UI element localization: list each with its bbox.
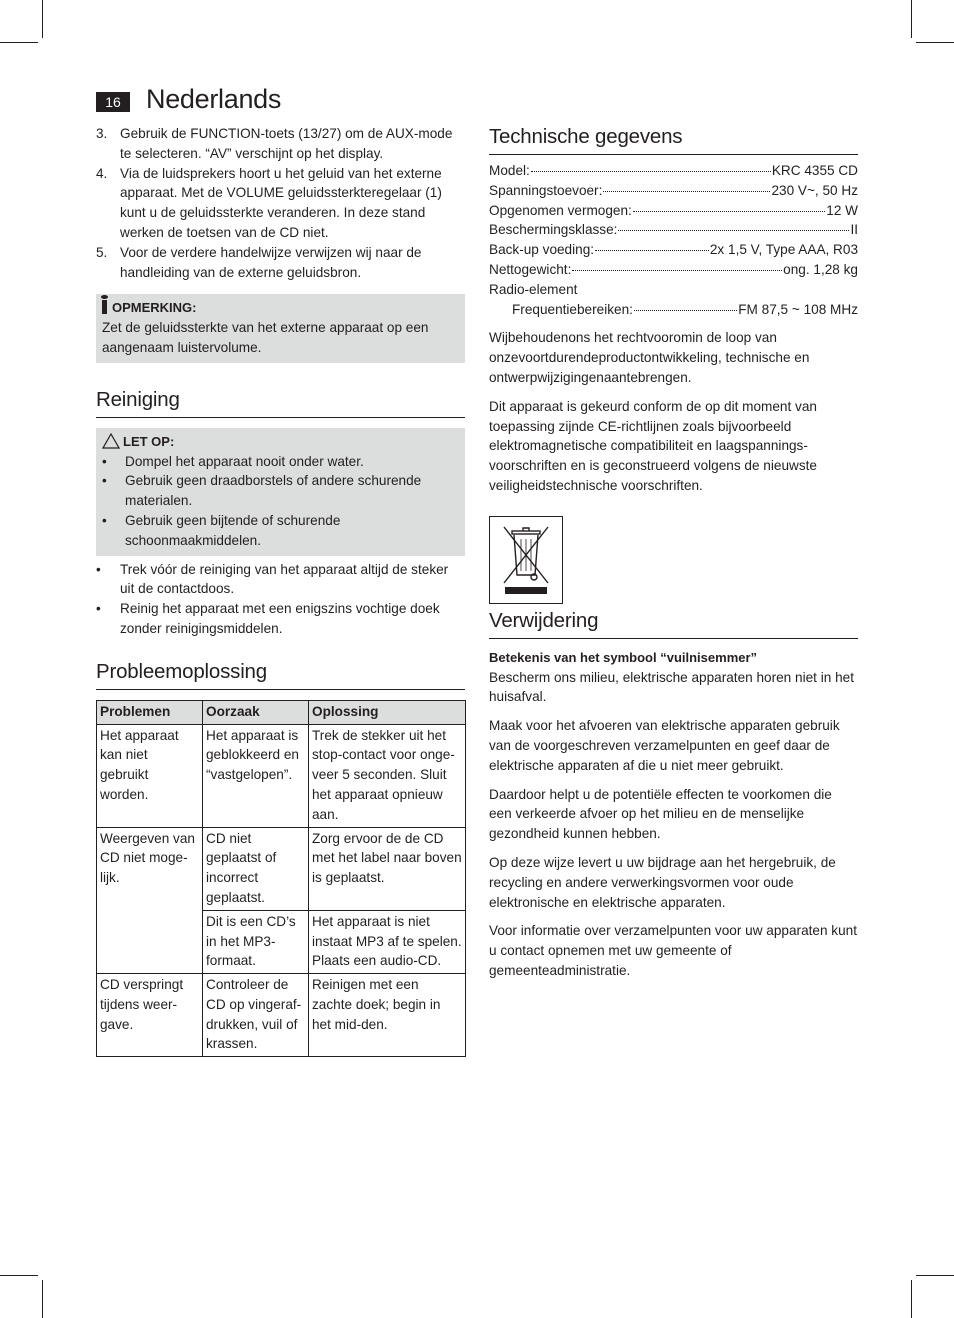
spec-list [489, 161, 858, 319]
table-cell: Het apparaat is geblokkeerd en “vastgelopen”. [203, 724, 309, 827]
column-header: Problemen [97, 700, 203, 724]
table-cell: Het apparaat kan niet gebruikt worden. [97, 724, 203, 827]
list-item: • Dompel het apparaat nooit onder water. [102, 452, 459, 472]
table-row [97, 827, 466, 910]
warning-title: LET OP: [123, 433, 175, 449]
spec-label: Opgenomen vermogen: [489, 202, 632, 218]
paragraph: Bescherm ons milieu, elektrische apparaten horen niet in het huisafval. [489, 669, 854, 705]
spec-row [489, 300, 858, 320]
table-cell: Reinigen met een zachte doek; begin in het mid-den. [309, 974, 466, 1057]
cleaning-section [96, 387, 465, 639]
section-heading-cleaning: Reiniging [96, 387, 465, 418]
leader-dots [634, 297, 737, 311]
spec-value: 12 W [826, 202, 858, 218]
crossed-bin-icon [490, 517, 562, 603]
spec-label: Nettogewicht: [489, 261, 572, 277]
paragraph: Dit apparaat is gekeurd conform de op dit moment van toepassing zijnde CE-richtlijnen zoals bijvoorbeeld elektromagnetische compatibiliteit en laagspannings-voorschriften en is geconstrueerd volgens de nieuwste veiligheidstechnische voorschriften. [489, 398, 817, 493]
table-cell: CD niet geplaatst of incorrect geplaatst. [203, 827, 309, 910]
column-header: Oorzaak [203, 700, 309, 724]
step-number: 5. [96, 244, 108, 260]
leader-dots [531, 158, 771, 172]
spec-label: Frequentiebereiken: [512, 301, 633, 317]
warning-heading [102, 432, 459, 452]
list-item: • Trek vóór de reiniging van het apparaat altijd de steker uit de contactdoos. [96, 560, 465, 600]
table-cell: Het apparaat is niet instaat MP3 af te spelen. Plaats een audio-CD. [309, 910, 466, 973]
step-list [96, 124, 465, 282]
crop-mark [0, 1275, 38, 1276]
warning-list [102, 452, 459, 551]
left-column [96, 124, 465, 1057]
spec-row [489, 260, 858, 280]
table-row [97, 724, 466, 827]
section-heading-disposal: Verwijdering [489, 608, 858, 639]
spec-value: 2x 1,5 V, Type AAA, R03 [709, 242, 858, 258]
leader-dots [595, 237, 709, 251]
table-cell: CD verspringt tijdens weer-gave. [97, 974, 203, 1057]
crop-mark [0, 42, 38, 43]
table-cell: Controleer de CD op vingeraf-drukken, vuil of krassen. [203, 974, 309, 1057]
step-number: 4. [96, 165, 108, 181]
troubleshooting-section [96, 659, 465, 1058]
list-item [96, 243, 465, 283]
section-heading-specs: Technische gegevens [489, 124, 858, 155]
crop-mark [916, 42, 954, 43]
leader-dots [603, 178, 770, 192]
step-number: 3. [96, 126, 108, 141]
table-cell: Weergeven van CD niet moge-lijk. [97, 827, 203, 974]
paragraph: Op deze wijze levert u uw bijdrage aan het hergebruik, de recycling en andere verwerkingsvormen voor oude elektronische en elektrische apparaten. [489, 854, 836, 910]
warning-box [96, 428, 465, 556]
list-item [96, 164, 465, 243]
crop-mark [42, 1280, 43, 1318]
table-cell: Dit is een CD’s in het MP3-formaat. [203, 910, 309, 973]
crop-mark [911, 0, 912, 38]
table-cell: Trek de stekker uit het stop-contact voor onge-veer 5 seconden. Sluit het apparaat opnieuw aan. [309, 724, 466, 827]
leader-dots [633, 198, 825, 212]
spec-radio-label: Radio-element [489, 281, 578, 297]
section-heading-troubleshooting: Probleemoplossing [96, 659, 465, 690]
column-header: Oplossing [309, 700, 466, 724]
note-title: OPMERKING: [112, 300, 197, 316]
crop-mark [42, 0, 43, 38]
list-item: • Gebruik geen draadborstels of andere schurende materialen. [102, 471, 459, 511]
page-number: 16 [96, 92, 130, 112]
spec-label: Back-up voeding: [489, 242, 595, 258]
step-text: Via de luidsprekers hoort u het geluid van het externe apparaat. Met de VOLUME geluidssterkteregelaar (1) kunt u de geluidssterkte veranderen. In deze stand werken de toetsen van de CD niet. [120, 165, 442, 240]
step-text: Gebruik de FUNCTION-toets (13/27) om de AUX-mode te selecteren. “AV” verschijnt op het display. [120, 126, 453, 161]
list-item: • Gebruik geen bijtende of schurende schoonmaakmiddelen. [102, 511, 459, 551]
info-icon [102, 300, 107, 314]
note-box [96, 294, 465, 362]
cleaning-list [96, 560, 465, 639]
paragraph: Voor informatie over verzamelpunten voor uw apparaten kunt u contact opnemen met uw gemeente of gemeenteadministratie. [489, 923, 857, 978]
weee-crossed-bin-icon [489, 516, 563, 604]
table-cell: Zorg ervoor de de CD met het label naar boven is geplaatst. [309, 827, 466, 910]
table-row [97, 974, 466, 1057]
table-header-row [97, 700, 466, 724]
page-title: Nederlands [146, 84, 282, 114]
spec-label: Beschermingsklasse: [489, 222, 618, 238]
spec-value: ong. 1,28 kg [783, 261, 858, 277]
spec-value: 230 V~, 50 Hz [771, 182, 858, 198]
leader-dots [618, 217, 849, 231]
right-column [489, 124, 858, 981]
spec-label: Model: [489, 163, 530, 178]
note-heading [102, 298, 459, 318]
paragraph: Maak voor het afvoeren van elektrische apparaten gebruik van de voorgeschreven verzamelpunten en geef daar de elektrische apparaten af die u niet meer gebruikt. [489, 718, 840, 773]
paragraph: Wijbehoudenons het rechtvooromin de loop van onzevoortdurendeproductontwikkeling, technische en ontwerpwijzigingenaantebrengen. [489, 330, 810, 385]
spec-value: FM 87,5 ~ 108 MHz [738, 301, 858, 317]
warning-triangle-icon [102, 433, 120, 449]
disposal-subheading: Betekenis van het symbool “vuilnisemmer” [489, 649, 758, 665]
crop-mark [911, 1280, 912, 1318]
spec-value: II [850, 222, 858, 238]
step-text: Voor de verdere handelwijze verwijzen wij naar de handleiding van de externe geluidsbron. [120, 244, 422, 280]
spec-label: Spanningstoevoer: [489, 182, 603, 198]
leader-dots [572, 257, 782, 271]
disposal-section [489, 608, 858, 981]
list-item: • Reinig het apparaat met een enigszins vochtige doek zonder reinigingsmiddelen. [96, 599, 465, 639]
spec-value: KRC 4355 CD [771, 163, 858, 178]
list-item [96, 124, 465, 164]
paragraph: Daardoor helpt u de potentiële effecten te voorkomen die een verkeerde afvoer op het milieu en de menselijke gezondheid kunnen hebben. [489, 786, 832, 842]
note-text: Zet de geluidssterkte van het externe apparaat op een aangenaam luistervolume. [102, 320, 429, 355]
troubleshooting-table [96, 700, 466, 1058]
crop-mark [916, 1275, 954, 1276]
